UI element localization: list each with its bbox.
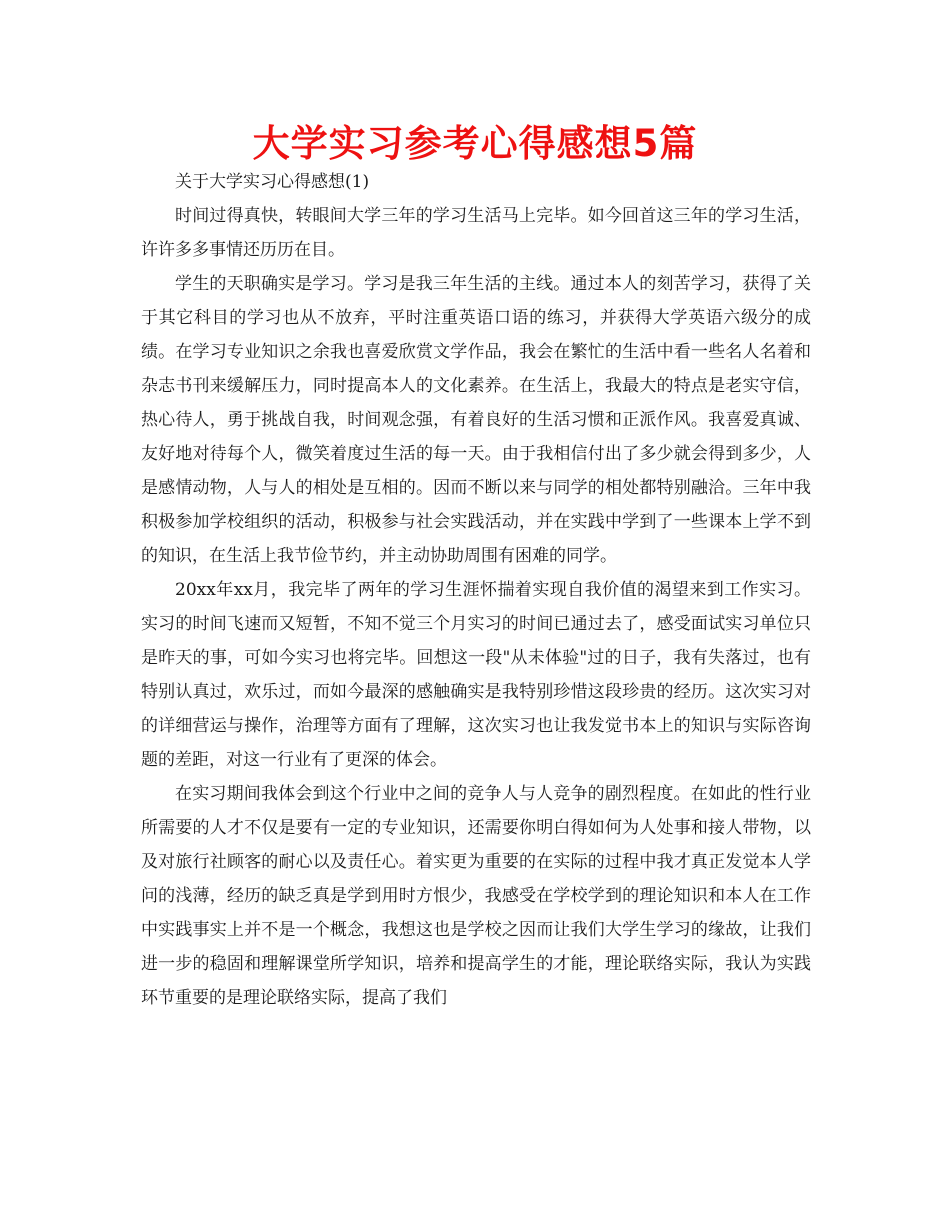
document-body: [141, 165, 811, 1015]
section-subheading: 关于大学实习心得感想(1): [175, 172, 370, 192]
paragraph: 时间过得真快，转眼间大学三年的学习生活马上完毕。如今回首这三年的学习生活，许许多多事情还历历在目。: [141, 206, 811, 260]
document-title: 大学实习参考心得感想5篇: [252, 122, 698, 165]
paragraph: 学生的天职确实是学习。学习是我三年生活的主线。通过本人的刻苦学习，获得了关于其它科目的学习也从不放弃，平时注重英语口语的练习，并获得大学英语六级分的成绩。在学习专业知识之余我也喜爱欣赏文学作品，我会在繁忙的生活中看一些名人名着和杂志书刊来缓解压力，同时提高本人的文化素养。在生活上，我最大的特点是老实守信，热心待人，勇于挑战自我，时间观念强，有着良好的生活习惯和正派作风。我喜爱真诚、友好地对待每个人，微笑着度过生活的每一天。由于我相信付出了多少就会得到多少，人是感情动物，人与人的相处是互相的。因而不断以来与同学的相处都特别融洽。三年中我积极参加学校组织的活动，积极参与社会实践活动，并在实践中学到了一些课本上学不到的知识，在生活上我节俭节约，并主动协助周围有困难的同学。: [141, 274, 811, 566]
paragraph: 在实习期间我体会到这个行业中之间的竞争人与人竞争的剧烈程度。在如此的性行业所需要的人才不仅是要有一定的专业知识，还需要你明白得如何为人处事和接人带物，以及对旅行社顾客的耐心以及责任心。着实更为重要的在实际的过程中我才真正发觉本人学问的浅薄，经历的缺乏真是学到用时方恨少，我感受在学校学到的理论知识和本人在工作中实践事实上并不是一个概念，我想这也是学校之因而让我们大学生学习的缘故，让我们进一步的稳固和理解课堂所学知识，培养和提高学生的才能，理论联络实际，我认为实践环节重要的是理论联络实际，提高了我们: [141, 784, 811, 1008]
paragraph: 20xx年xx月，我完毕了两年的学习生涯怀揣着实现自我价值的渴望来到工作实习。实习的时间飞速而又短暂，不知不觉三个月实习的时间已通过去了，感受面试实习单位只是昨天的事，可如今实习也将完毕。回想这一段"从未体验"过的日子，我有失落过，也有特别认真过，欢乐过，而如今最深的感触确实是我特别珍惜这段珍贵的经历。这次实习对的详细营运与操作，治理等方面有了理解，这次实习也让我发觉书本上的知识与实际咨询题的差距，对这一行业有了更深的体会。: [141, 580, 811, 770]
